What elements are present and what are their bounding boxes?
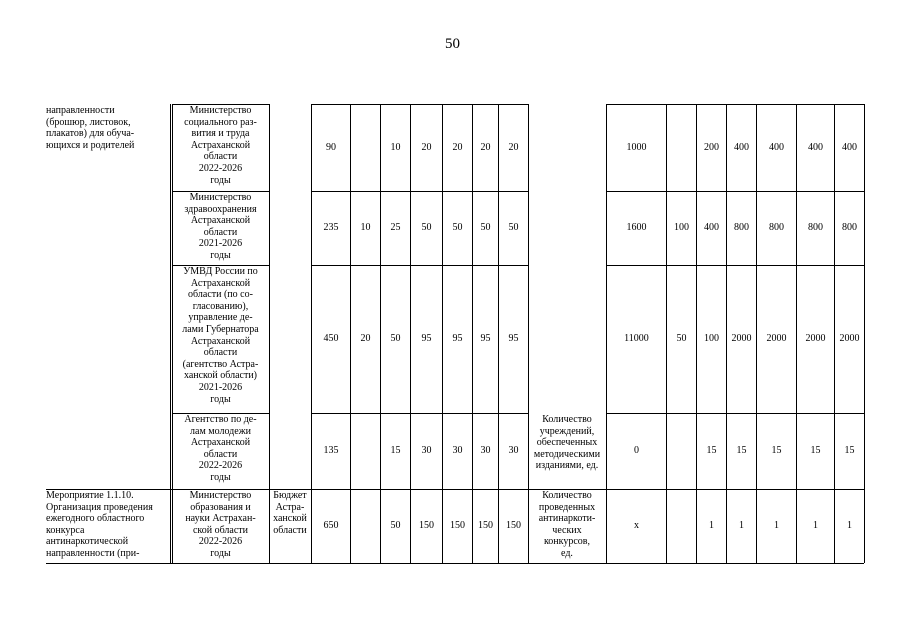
funding-value-cell: 20 — [480, 141, 491, 153]
funding-value-cell: 50 — [480, 222, 491, 234]
funding-value-cell: 50 — [390, 333, 401, 345]
indicator-value-cell: 15 — [706, 445, 717, 457]
funding-value-cell: 650 — [323, 520, 339, 532]
indicator-value-cell: 1000 — [626, 141, 647, 153]
indicator-value-cell: 400 — [704, 222, 719, 234]
funding-value-cell: 30 — [421, 445, 432, 457]
indicator-value-cell: 400 — [808, 141, 823, 153]
funding-value-cell — [351, 489, 380, 563]
funding-value-cell: 95 — [508, 333, 519, 345]
indicator-value-cell: 200 — [704, 141, 719, 153]
indicator-value-cell: 2000 — [805, 333, 826, 345]
indicator-value-cell: 15 — [736, 445, 747, 457]
funding-value-cell: 235 — [323, 222, 339, 234]
funding-value-cell: 150 — [478, 520, 493, 532]
event-name: направленности (брошюр, листовок, плакатов) для обуча- ющихся и родителей — [46, 105, 135, 151]
funding-value-cell: 15 — [390, 445, 401, 457]
indicator-value-cell: 50 — [676, 333, 687, 345]
executor-cell: УМВД России по Астраханской области (по со- гласованию), управление де- лами Губернатора Астраханской области (агентство Астра- ханской области) 2021-2026 годы — [182, 266, 259, 405]
indicator-value-cell: 11000 — [624, 333, 649, 345]
grid-line-vertical — [170, 104, 171, 563]
funding-value-cell: 30 — [452, 445, 463, 457]
indicator-value-cell: 1600 — [626, 222, 647, 234]
indicator-value-cell: 100 — [674, 222, 689, 234]
indicator-value-cell: 2000 — [766, 333, 787, 345]
funding-value-cell: 20 — [452, 141, 463, 153]
indicator-value-cell: 400 — [769, 141, 784, 153]
indicator-value-cell: 400 — [734, 141, 749, 153]
funding-value-cell: 150 — [419, 520, 434, 532]
grid-line-horizontal — [269, 563, 311, 564]
funding-value-cell: 95 — [452, 333, 463, 345]
funding-value-cell: 20 — [421, 141, 432, 153]
executor-cell: Министерство образования и науки Астрахан- ской области 2022-2026 годы — [185, 490, 256, 559]
indicator-value-cell: 15 — [844, 445, 855, 457]
indicator-value-cell — [667, 489, 696, 563]
funding-value-cell: 150 — [506, 520, 521, 532]
grid-line-horizontal — [46, 563, 172, 564]
funding-value-cell: 450 — [323, 333, 339, 345]
executor-cell: Агентство по де- лам молодежи Астраханской области 2022-2026 годы — [184, 414, 257, 483]
funding-value-cell: 30 — [508, 445, 519, 457]
funding-value-cell: 135 — [323, 445, 339, 457]
funding-value-cell: 10 — [360, 222, 371, 234]
indicator-value-cell: 2000 — [731, 333, 752, 345]
grid-line-horizontal — [606, 563, 864, 564]
page-number: 50 — [445, 36, 460, 52]
indicator-value-cell: 1 — [813, 520, 818, 532]
executor-cell: Министерство социального раз- вития и труда Астраханской области 2022-2026 годы — [184, 105, 257, 186]
funding-value-cell: 50 — [390, 520, 401, 532]
funding-value-cell: 20 — [360, 333, 371, 345]
indicator-value-cell: 400 — [842, 141, 857, 153]
funding-value-cell: 95 — [421, 333, 432, 345]
indicator-value-cell: 1 — [739, 520, 744, 532]
indicator-value-cell: х — [634, 520, 639, 532]
indicator-value-cell: 1 — [774, 520, 779, 532]
funding-value-cell — [351, 413, 380, 489]
funding-value-cell: 10 — [390, 141, 401, 153]
indicator-value-cell: 800 — [734, 222, 749, 234]
funding-value-cell: 20 — [508, 141, 519, 153]
indicator-value-cell: 100 — [704, 333, 719, 345]
funding-value-cell: 50 — [508, 222, 519, 234]
indicator-value-cell: 15 — [810, 445, 821, 457]
indicator-value-cell: 1 — [847, 520, 852, 532]
funding-value-cell: 25 — [390, 222, 401, 234]
indicator-value-cell: 800 — [842, 222, 857, 234]
grid-line-vertical — [864, 104, 865, 563]
indicator-value-cell: 0 — [634, 445, 639, 457]
funding-value-cell: 50 — [452, 222, 463, 234]
grid-line-horizontal — [172, 563, 269, 564]
indicator-name-cell: Количество учреждений, обеспеченных методическими изданиями, ед. — [533, 414, 601, 472]
grid-line-horizontal — [311, 563, 528, 564]
indicator-value-cell: 15 — [771, 445, 782, 457]
indicator-value-cell: 800 — [769, 222, 784, 234]
indicator-value-cell: 2000 — [839, 333, 860, 345]
funding-value-cell — [351, 104, 380, 191]
indicator-value-cell: 1 — [709, 520, 714, 532]
indicator-value-cell — [667, 104, 696, 191]
funding-value-cell: 95 — [480, 333, 491, 345]
funding-value-cell: 50 — [421, 222, 432, 234]
indicator-value-cell: 800 — [808, 222, 823, 234]
indicator-value-cell — [667, 413, 696, 489]
grid-line-horizontal — [528, 563, 606, 564]
funding-value-cell: 30 — [480, 445, 491, 457]
indicator-name-cell: Количество проведенных антинаркоти- ческих конкурсов, ед. — [538, 490, 596, 559]
executor-cell: Министерство здравоохранения Астраханской области 2021-2026 годы — [184, 192, 257, 261]
funding-value-cell: 90 — [326, 141, 336, 153]
event-name: Мероприятие 1.1.10. Организация проведения ежегодного областного конкурса антинаркотической направленности (при- — [46, 490, 153, 559]
funding-value-cell: 150 — [450, 520, 465, 532]
funding-source-cell: Бюджет Астра- ханской области — [273, 490, 307, 536]
